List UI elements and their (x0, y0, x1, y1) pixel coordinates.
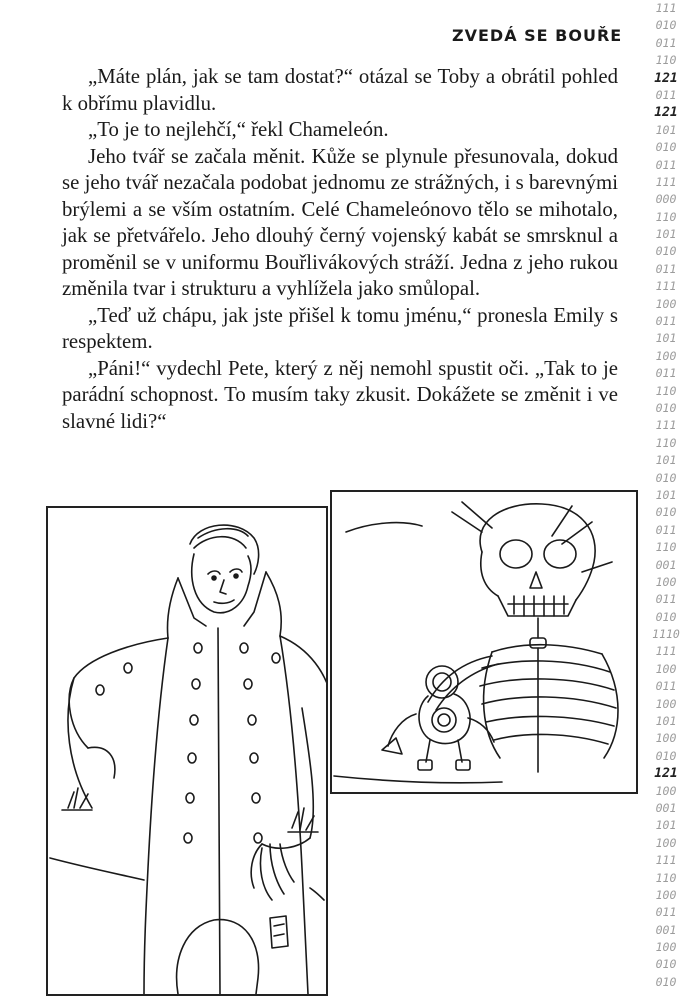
margin-code: 110 (655, 540, 677, 555)
margin-code: 111 (655, 644, 677, 659)
margin-code: 111 (655, 174, 677, 189)
paragraph-4: „Teď už chápu, jak jste přišel k tomu jménu,“ pronesla Emily s respektem. (62, 303, 618, 353)
margin-code: 110 (655, 209, 677, 224)
margin-code: 121 (654, 105, 678, 121)
margin-code: 010 (655, 400, 677, 415)
skeleton-and-robot-illustration (332, 492, 636, 792)
margin-code: 101 (655, 453, 677, 468)
running-header: ZVEDÁ SE BOUŘE (452, 26, 623, 45)
margin-code: 010 (655, 748, 677, 763)
margin-code: 001 (655, 800, 677, 815)
margin-code: 100 (655, 696, 677, 711)
margin-code: 010 (655, 505, 677, 520)
paragraph-3: Jeho tvář se začala měnit. Kůže se plynule přesunovala, dokud se jeho tvář nezačala podobat jednomu ze strážných, i s barevnými brýlemi a se vším ostatním. Celé Chameleónovo tělo se mihotalo, jak se přetvářelo. Jeho dlouhý černý vojenský kabát se smrsknul a proměnil se v uniformu Bouřlivákových stráží. Jedna z jeho rukou změnila tvar i strukturu a vyhlížela jako smůlopal. (62, 144, 618, 300)
margin-code: 110 (655, 383, 677, 398)
margin-code: 010 (655, 140, 677, 155)
margin-code: 101 (655, 227, 677, 242)
margin-code: 010 (655, 957, 677, 972)
margin-code: 011 (655, 87, 677, 102)
margin-code: 100 (655, 574, 677, 589)
margin-code: 100 (655, 296, 677, 311)
margin-code: 100 (655, 835, 677, 850)
margin-code: 111 (655, 418, 677, 433)
margin-code: 010 (655, 609, 677, 624)
margin-code: 011 (655, 157, 677, 172)
margin-code: 1110 (652, 627, 680, 642)
margin-code: 100 (655, 661, 677, 676)
margin-code: 100 (655, 940, 677, 955)
margin-code: 010 (655, 974, 677, 989)
margin-code: 011 (655, 905, 677, 920)
margin-code: 011 (655, 679, 677, 694)
margin-code: 101 (655, 714, 677, 729)
margin-code: 101 (655, 331, 677, 346)
paragraph-1: „Máte plán, jak se tam dostat?“ otázal se Toby a obrátil pohled k obřímu plavidlu. (62, 65, 618, 115)
margin-code: 100 (655, 731, 677, 746)
margin-code: 100 (655, 348, 677, 363)
margin-code: 010 (655, 470, 677, 485)
margin-code: 101 (655, 818, 677, 833)
margin-code: 011 (655, 592, 677, 607)
margin-code: 001 (655, 922, 677, 937)
margin-code: 111 (655, 279, 677, 294)
margin-code: 101 (655, 122, 677, 137)
illustration-left-panel (46, 506, 328, 996)
margin-code: 011 (655, 522, 677, 537)
margin-code: 000 (655, 192, 677, 207)
margin-code: 011 (655, 366, 677, 381)
margin-code: 100 (655, 887, 677, 902)
margin-code-column (646, 0, 686, 996)
margin-code: 100 (655, 783, 677, 798)
margin-code: 110 (655, 870, 677, 885)
margin-code: 011 (655, 314, 677, 329)
margin-code: 001 (655, 557, 677, 572)
margin-code: 011 (655, 261, 677, 276)
margin-code: 010 (655, 18, 677, 33)
illustration-right-panel (330, 490, 638, 794)
margin-code: 011 (655, 35, 677, 50)
margin-code: 121 (654, 70, 678, 86)
margin-code: 101 (655, 487, 677, 502)
margin-code: 111 (655, 853, 677, 868)
margin-code: 111 (655, 1, 677, 15)
man-in-coat-illustration (48, 508, 326, 994)
margin-code: 110 (655, 53, 677, 68)
margin-code: 110 (655, 435, 677, 450)
margin-code: 010 (655, 244, 677, 259)
margin-code: 121 (654, 766, 678, 782)
paragraph-5: „Páni!“ vydechl Pete, který z něj nemohl spustit oči. „Tak to je parádní schopnost. To musím taky zkusit. Dokážete se změnit i ve slavné lidi?“ (62, 356, 618, 433)
body-text (62, 64, 618, 435)
paragraph-2: „To je to nejlehčí,“ řekl Chameleón. (88, 118, 389, 141)
